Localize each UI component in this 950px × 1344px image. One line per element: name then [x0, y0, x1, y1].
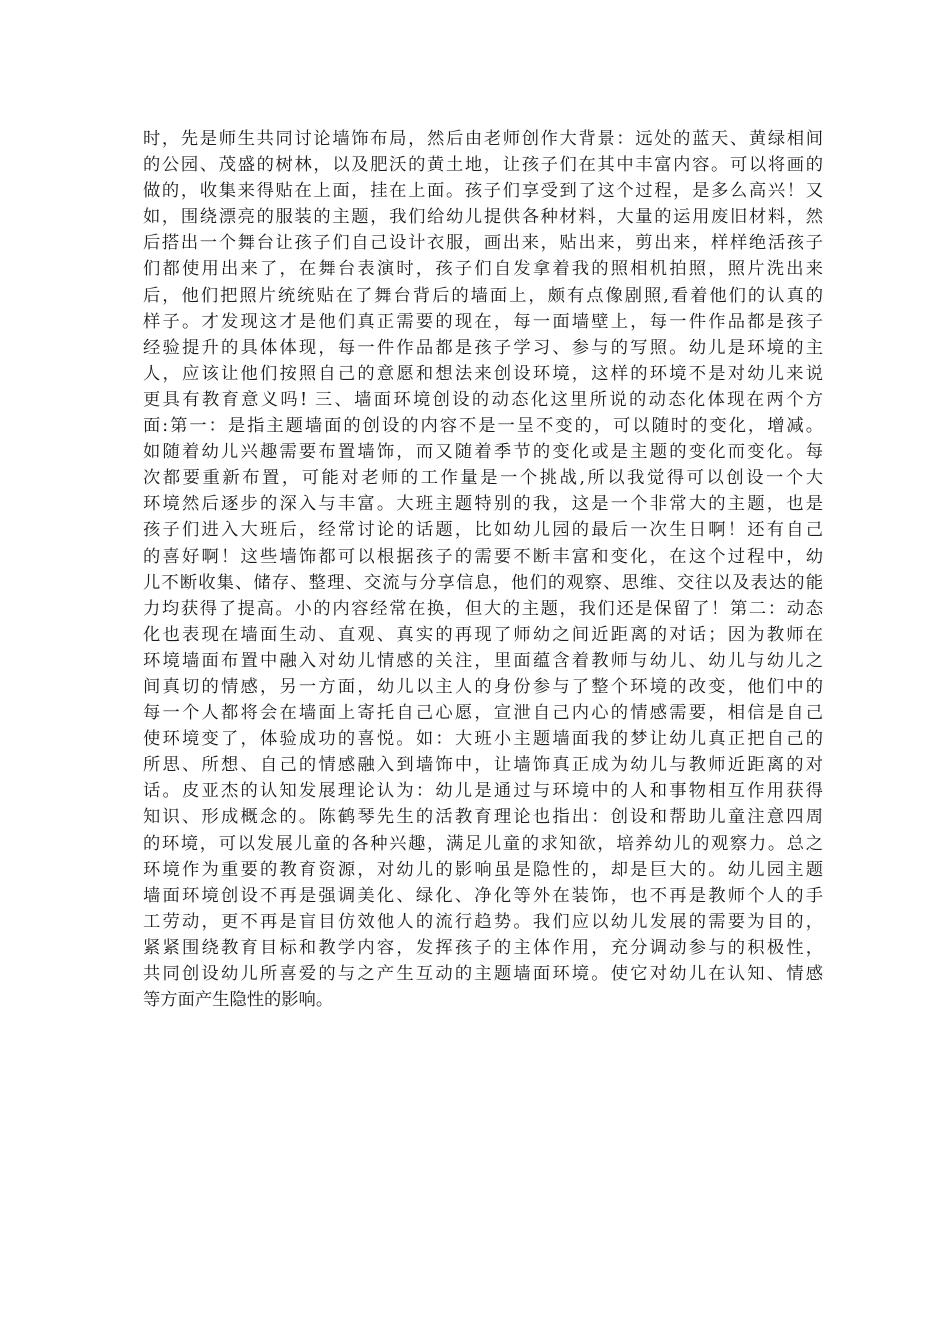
- text-line: 共同创设幼儿所喜爱的与之产生互动的主题墙面环境。使它对幼儿在认知、情感: [143, 964, 823, 984]
- text-line: 样子。才发现这才是他们真正需要的现在，每一面墙壁上，每一件作品都是孩子: [143, 311, 823, 332]
- text-line: 等方面产生隐性的影响。: [143, 990, 334, 1011]
- text-line: 经验提升的具体体现，每一件作品都是孩子学习、参与的写照。幼儿是环境的主: [143, 337, 823, 358]
- text-line: 墙面环境创设不再是强调美化、绿化、净化等外在装饰，也不再是教师个人的手: [143, 885, 823, 906]
- text-line: 儿不断收集、储存、整理、交流与分享信息，他们的观察、思维、交往以及表达的能: [143, 572, 823, 593]
- text-line: 紧紧围绕教育目标和教学内容，发挥孩子的主体作用，充分调动参与的积极性，: [143, 937, 823, 958]
- text-line: 面:第一：是指主题墙面的创设的内容不是一呈不变的，可以随时的变化，增减。: [143, 416, 823, 437]
- text-line: 知识、形成概念的。陈鹤琴先生的活教育理论也指出：创设和帮助儿童注意四周: [143, 807, 823, 828]
- text-line: 环境作为重要的教育资源，对幼儿的影响虽是隐性的，却是巨大的。幼儿园主题: [143, 859, 823, 880]
- text-line: 每一个人都将会在墙面上寄托自己心愿，宣泄自己内心的情感需要，相信是自己: [143, 703, 823, 724]
- text-line: 的公园、茂盛的树林，以及肥沃的黄土地，让孩子们在其中丰富内容。可以将画的: [143, 155, 823, 176]
- text-line: 所思、所想、自己的情感融入到墙饰中，让墙饰真正成为幼儿与教师近距离的对: [143, 755, 823, 776]
- text-line: 的环境，可以发展儿童的各种兴趣，满足儿童的求知欲，培养幼儿的观察力。总之: [143, 833, 823, 854]
- text-line: 后，他们把照片统统贴在了舞台背后的墙面上，颇有点像剧照,看着他们的认真的: [143, 285, 823, 306]
- text-line: 做的，收集来得贴在上面，挂在上面。孩子们享受到了这个过程，是多么高兴！又: [143, 181, 823, 202]
- text-line: 化也表现在墙面生动、直观、真实的再现了师幼之间近距离的对话；因为教师在: [143, 624, 823, 645]
- text-line: 话。皮亚杰的认知发展理论认为：幼儿是通过与环境中的人和事物相互作用获得: [143, 781, 823, 802]
- text-line: 的喜好啊！这些墙饰都可以根据孩子的需要不断丰富和变化，在这个过程中，幼: [143, 546, 823, 567]
- text-line: 如，围绕漂亮的服装的主题，我们给幼儿提供各种材料，大量的运用废旧材料，然: [143, 207, 823, 228]
- text-line: 使环境变了，体验成功的喜悦。如：大班小主题墙面我的梦让幼儿真正把自己的: [143, 729, 823, 750]
- text-line: 间真切的情感，另一方面，幼儿以主人的身份参与了整个环境的改变，他们中的: [143, 676, 823, 697]
- text-line: 后搭出一个舞台让孩子们自己设计衣服，画出来，贴出来，剪出来，样样绝活孩子: [143, 233, 823, 254]
- text-line: 们都使用出来了，在舞台表演时，孩子们自发拿着我的照相机拍照，照片洗出来: [143, 259, 823, 280]
- text-line: 工劳动，更不再是盲目仿效他人的流行趋势。我们应以幼儿发展的需要为目的，: [143, 911, 823, 932]
- text-line: 环境然后逐步的深入与丰富。大班主题特别的我，这是一个非常大的主题，也是: [143, 494, 823, 515]
- text-line: 孩子们进入大班后，经常讨论的话题，比如幼儿园的最后一次生日啊！还有自己: [143, 520, 823, 541]
- text-line: 时，先是师生共同讨论墙饰布局，然后由老师创作大背景：远处的蓝天、黄绿相间: [143, 129, 823, 149]
- text-line: 人，应该让他们按照自己的意愿和想法来创设环境，这样的环境不是对幼儿来说: [143, 363, 823, 384]
- text-line: 更具有教育意义吗! 三、墙面环境创设的动态化这里所说的动态化体现在两个方: [143, 389, 823, 410]
- text-line: 环境墙面布置中融入对幼儿情感的关注，里面蕴含着教师与幼儿、幼儿与幼儿之: [143, 650, 823, 671]
- text-line: 次都要重新布置，可能对老师的工作量是一个挑战,所以我觉得可以创设一个大: [143, 468, 823, 489]
- text-line: 力均获得了提高。小的内容经常在换，但大的主题，我们还是保留了！第二：动态: [143, 598, 823, 619]
- text-line: 如随着幼儿兴趣需要布置墙饰，而又随着季节的变化或是主题的变化而变化。每: [143, 442, 823, 463]
- body-text: [143, 126, 823, 1013]
